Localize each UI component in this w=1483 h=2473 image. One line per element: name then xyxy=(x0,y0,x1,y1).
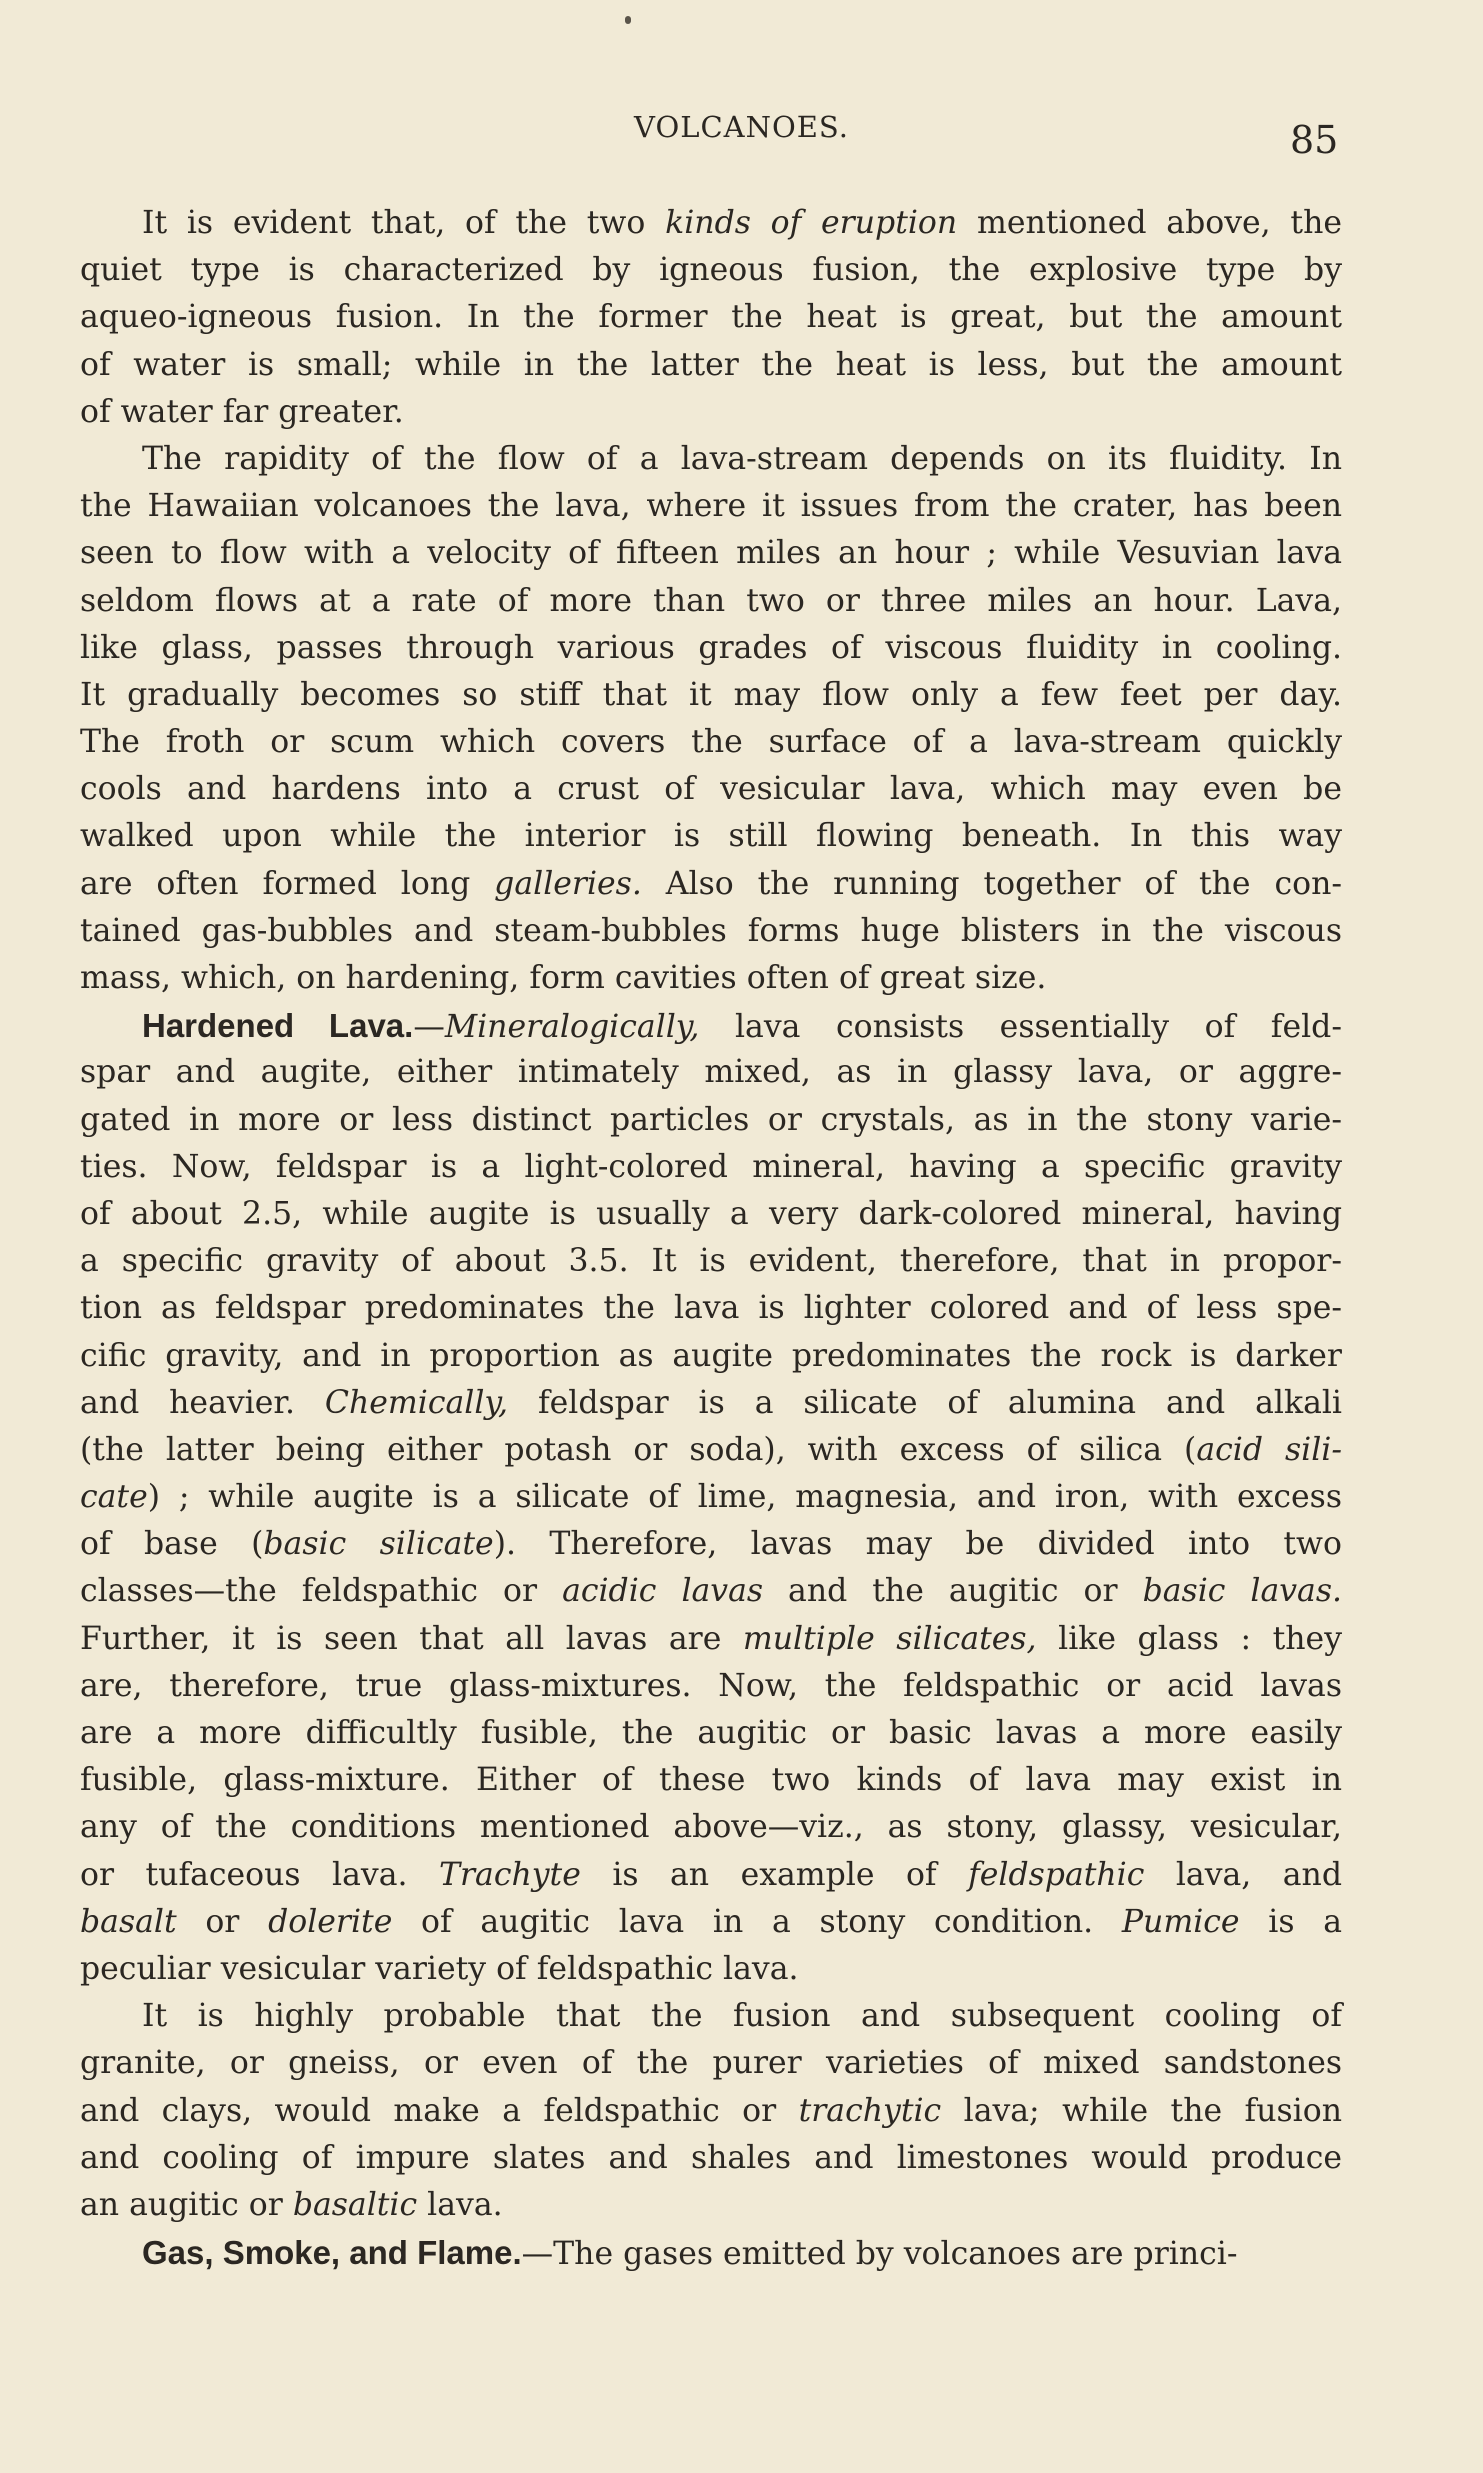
text-line: walked upon while the interior is still flowing beneath. In this way xyxy=(80,818,1342,855)
text-line: of water is small; while in the latter the heat is less, but the amount xyxy=(80,346,1342,383)
italic-term: basic lavas. xyxy=(1142,1573,1343,1610)
text-line: The froth or scum which covers the surface of a lava-stream quickly xyxy=(80,724,1342,761)
text-line: tion as feldspar predominates the lava is lighter colored and of less spe- xyxy=(80,1290,1342,1327)
italic-term: galleries. xyxy=(494,865,642,902)
italic-term: acidic lavas xyxy=(562,1573,764,1610)
text-line: of base (basic silicate). Therefore, lavas may be divided into two xyxy=(80,1526,1342,1563)
text-line: spar and augite, either intimately mixed, as in glassy lava, or aggre- xyxy=(80,1054,1342,1091)
text-line: classes—the feldspathic or acidic lavas and the augitic or basic lavas. xyxy=(80,1573,1343,1610)
text-line: aqueo-igneous fusion. In the former the heat is great, but the amount xyxy=(80,299,1342,336)
text-line: are a more difficultly fusible, the augitic or basic lavas a more easily xyxy=(80,1715,1342,1751)
text-line: Gas, Smoke, and Flame.—The gases emitted by volcanoes are princi- xyxy=(142,2234,1238,2273)
italic-term: basaltic xyxy=(292,2186,418,2223)
italic-term: basic silicate xyxy=(263,1526,494,1563)
text-line: and cooling of impure slates and shales and limestones would produce xyxy=(80,2139,1342,2176)
text-line: of water far greater. xyxy=(80,393,404,430)
text-line: cate) ; while augite is a silicate of lime, magnesia, and iron, with excess xyxy=(80,1479,1342,1516)
text-line: ties. Now, feldspar is a light-colored mineral, having a specific gravity xyxy=(80,1148,1342,1185)
text-line: seldom flows at a rate of more than two or three miles an hour. Lava, xyxy=(80,582,1342,619)
text-line: cific gravity, and in proportion as augite predominates the rock is darker xyxy=(80,1337,1342,1374)
italic-term: cate xyxy=(80,1479,148,1516)
italic-term: kinds of eruption xyxy=(665,205,958,241)
text-line: Hardened Lava.—Mineralogically, lava consists essentially of feld- xyxy=(142,1007,1342,1046)
text-line: (the latter being either potash or soda), with excess of silica (acid sili- xyxy=(80,1431,1342,1468)
text-line: The rapidity of the flow of a lava-stream depends on its fluidity. In xyxy=(142,440,1342,477)
text-line: cools and hardens into a crust of vesicular lava, which may even be xyxy=(80,771,1342,808)
text-line: and heavier. Chemically, feldspar is a silicate of alumina and alkali xyxy=(80,1384,1342,1421)
text-line: seen to flow with a velocity of fifteen miles an hour ; while Vesuvian lava xyxy=(80,535,1342,572)
text-line: the Hawaiian volcanoes the lava, where it issues from the crater, has been xyxy=(80,488,1342,525)
text-line: It is highly probable that the fusion and subsequent cooling of xyxy=(142,1998,1342,2035)
italic-term: Pumice xyxy=(1121,1903,1240,1940)
italic-term: acid sili- xyxy=(1196,1431,1342,1468)
text-line: of about 2.5, while augite is usually a very dark-colored mineral, having xyxy=(80,1195,1342,1232)
text-line: fusible, glass-mixture. Either of these two kinds of lava may exist in xyxy=(80,1762,1342,1799)
text-line: are, therefore, true glass-mixtures. Now, the feldspathic or acid lavas xyxy=(80,1667,1342,1704)
italic-term: Mineralogically, xyxy=(444,1009,700,1046)
section-heading: Gas, Smoke, and Flame. xyxy=(142,2234,522,2272)
section-heading: Hardened Lava. xyxy=(142,1007,414,1045)
text-line: mass, which, on hardening, form cavities often of great size. xyxy=(80,960,1047,996)
text-line: granite, or gneiss, or even of the purer varieties of mixed sandstones xyxy=(80,2045,1342,2082)
text-line: an augitic or basaltic lava. xyxy=(80,2186,503,2223)
italic-term: Trachyte xyxy=(438,1856,581,1893)
text-line: and clays, would make a feldspathic or trachytic lava; while the fusion xyxy=(80,2092,1342,2129)
ink-speck xyxy=(625,16,631,24)
text-line: gated in more or less distinct particles or crystals, as in the stony varie- xyxy=(80,1101,1342,1138)
text-line: quiet type is characterized by igneous fusion, the explosive type by xyxy=(80,252,1342,289)
text-line: or tufaceous lava. Trachyte is an example of feldspathic lava, and xyxy=(80,1856,1343,1893)
text-line: a specific gravity of about 3.5. It is evident, therefore, that in propor- xyxy=(80,1243,1342,1280)
text-line: peculiar vesicular variety of feldspathic lava. xyxy=(80,1950,799,1987)
italic-term: basalt xyxy=(80,1903,177,1940)
page-number: 85 xyxy=(1290,118,1339,162)
text-line: like glass, passes through various grades of viscous fluidity in cooling. xyxy=(80,629,1342,666)
text-line: are often formed long galleries. Also the running together of the con- xyxy=(80,865,1343,902)
text-line: It gradually becomes so stiff that it may flow only a few feet per day. xyxy=(80,676,1342,713)
italic-term: multiple silicates, xyxy=(742,1620,1037,1657)
italic-term: feldspathic xyxy=(968,1856,1145,1893)
running-title: VOLCANOES. xyxy=(634,110,849,144)
text-line: basalt or dolerite of augitic lava in a stony condition. Pumice is a xyxy=(80,1903,1343,1940)
text-line: Further, it is seen that all lavas are multiple silicates, like glass : they xyxy=(80,1620,1342,1657)
body-text xyxy=(80,200,1342,2276)
text-line: tained gas-bubbles and steam-bubbles forms huge blisters in the viscous xyxy=(80,912,1342,949)
italic-term: Chemically, xyxy=(324,1384,509,1421)
italic-term: dolerite xyxy=(268,1903,393,1940)
text-line: any of the conditions mentioned above—viz., as stony, glassy, vesicular, xyxy=(80,1809,1342,1846)
text-line: It is evident that, of the two kinds of eruption mentioned above, the xyxy=(142,205,1343,241)
italic-term: trachytic xyxy=(798,2092,942,2129)
